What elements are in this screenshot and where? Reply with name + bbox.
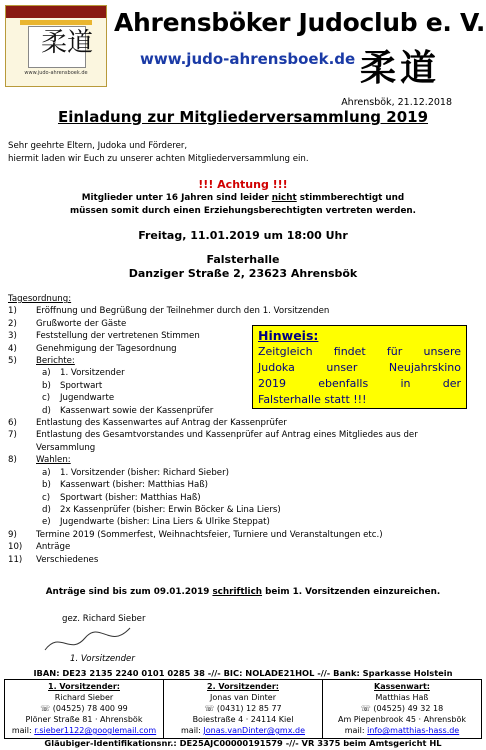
agenda-item bbox=[8, 442, 418, 454]
agenda-number: 1) bbox=[8, 306, 17, 317]
phone-number: (04525) 49 32 18 bbox=[373, 704, 444, 713]
notice-text-c: stimmberechtigt und bbox=[296, 193, 405, 203]
agenda-text: Jugendwarte (bisher: Lina Liers & Ulrike Steppat) bbox=[60, 517, 270, 528]
agenda-text: Anträge bbox=[36, 542, 71, 553]
agenda-text: 1. Vorsitzender bbox=[60, 368, 125, 379]
agenda-text: 1. Vorsitzender (bisher: Richard Sieber) bbox=[60, 467, 229, 478]
agenda-text: Jugendwarte bbox=[60, 393, 115, 404]
judo-kanji: 柔道 bbox=[360, 47, 441, 89]
contact-treasurer bbox=[323, 680, 481, 738]
club-logo bbox=[5, 5, 107, 87]
logo-banner bbox=[20, 20, 92, 25]
agenda-text: Eröffnung und Begrüßung der Teilnehmer durch den 1. Vorsitzenden bbox=[36, 306, 330, 317]
contact-address: Am Piepenbrook 45 · Ahrensbök bbox=[337, 715, 467, 724]
mail-link[interactable]: r.sieber1122@googlemail.com bbox=[34, 726, 157, 735]
hinweis-line: Zeitgleich findet für unsere bbox=[258, 345, 461, 358]
meeting-address: Danziger Straße 2, 23623 Ahrensbök bbox=[128, 267, 358, 280]
agenda-number: 9) bbox=[8, 529, 17, 540]
contact-name: Matthias Haß bbox=[375, 693, 429, 702]
agenda-item bbox=[8, 417, 418, 429]
agenda-text: Sportwart (bisher: Matthias Haß) bbox=[60, 492, 201, 503]
agenda-text: Verschiedenes bbox=[36, 554, 99, 565]
agenda-text: Kassenwart (bisher: Matthias Haß) bbox=[60, 480, 209, 491]
agenda-item bbox=[8, 429, 418, 441]
contact-mail bbox=[5, 725, 163, 736]
agenda-text: Grußworte der Gäste bbox=[36, 318, 127, 329]
club-name: Ahrensböker Judoclub e. V. bbox=[114, 8, 486, 37]
agenda-subnumber: b) bbox=[42, 380, 51, 391]
hinweis-line: Judoka unser Neujahrskino bbox=[258, 361, 461, 374]
meeting-datetime: Freitag, 11.01.2019 um 18:00 Uhr bbox=[138, 229, 348, 242]
contact-mail bbox=[164, 725, 322, 736]
agenda-subnumber: e) bbox=[42, 517, 51, 528]
agenda-subnumber: a) bbox=[42, 467, 51, 478]
creditor-id: Gläubiger-Identifikationsnr.: DE25AJC00000191579 -//- VR 3375 beim Amtsgericht HL bbox=[44, 738, 442, 748]
contact-name: Richard Sieber bbox=[54, 693, 114, 702]
agenda-subnumber: a) bbox=[42, 368, 51, 379]
mail-link[interactable]: info@matthias-hass.de bbox=[367, 726, 460, 735]
contact-vice-chairman bbox=[164, 680, 323, 738]
agenda-text: Kassenwart sowie der Kassenprüfer bbox=[60, 405, 214, 416]
meeting-venue: Falsterhalle bbox=[206, 253, 280, 266]
contact-role: 1. Vorsitzender: bbox=[48, 682, 120, 691]
agenda-heading: Tagesordnung: bbox=[8, 294, 72, 304]
agenda-item bbox=[8, 541, 418, 553]
contact-address: Plöner Straße 81 · Ahrensbök bbox=[25, 715, 143, 724]
club-website: www.judo-ahrensboek.de bbox=[140, 50, 356, 68]
mail-label: mail: bbox=[181, 726, 204, 735]
contact-role: Kassenwart: bbox=[374, 682, 430, 691]
hinweis-title: Hinweis: bbox=[258, 328, 319, 343]
agenda-text: 2x Kassenprüfer (bisher: Erwin Böcker & Lina Liers) bbox=[60, 504, 281, 515]
attention-heading: !!! Achtung !!! bbox=[198, 178, 288, 191]
mail-link[interactable]: Jonas.vanDinter@gmx.de bbox=[203, 726, 305, 735]
deadline-text-a: Anträge sind bis zum 09.01.2019 bbox=[45, 587, 213, 597]
agenda-number: 7) bbox=[8, 430, 17, 441]
contact-mail bbox=[323, 725, 481, 736]
notice-line-2: müssen somit durch einen Erziehungsberechtigten vertreten werden. bbox=[69, 206, 417, 216]
agenda-number: 2) bbox=[8, 318, 17, 329]
agenda-subnumber: c) bbox=[42, 393, 51, 404]
agenda-text: Entlastung des Gesamtvorstandes und Kassenprüfer auf Antrag eines Mitgliedes aus der bbox=[36, 430, 418, 441]
contacts-table bbox=[4, 679, 482, 739]
agenda-text: Genehmigung der Tagesordnung bbox=[36, 343, 177, 354]
contact-phone bbox=[164, 703, 322, 714]
agenda-item bbox=[8, 554, 418, 566]
agenda-text: Entlastung des Kassenwartes auf Antrag der Kassenprüfer bbox=[36, 418, 287, 429]
agenda-text: Termine 2019 (Sommerfest, Weihnachtsfeier, Turniere und Veranstaltungen etc.) bbox=[36, 529, 383, 540]
phone-icon: ☏ bbox=[360, 704, 374, 713]
contact-address: Boiestraße 4 · 24114 Kiel bbox=[192, 715, 294, 724]
agenda-text: Berichte: bbox=[36, 356, 75, 367]
agenda-item bbox=[8, 529, 418, 541]
agenda-item bbox=[8, 516, 418, 528]
agenda-item bbox=[8, 504, 418, 516]
agenda-text: Versammlung bbox=[36, 442, 96, 453]
agenda-text: Sportwart bbox=[60, 380, 103, 391]
deadline-text-c: beim 1. Vorsitzenden einzureichen. bbox=[262, 587, 441, 597]
agenda-item bbox=[8, 479, 418, 491]
notice-line-1 bbox=[0, 193, 486, 203]
signer-role: 1. Vorsitzender bbox=[70, 654, 135, 664]
agenda-subnumber: b) bbox=[42, 480, 51, 491]
phone-number: (0431) 12 85 77 bbox=[216, 704, 282, 713]
signed-by: gez. Richard Sieber bbox=[62, 614, 146, 624]
letter-title: Einladung zur Mitgliederversammlung 2019 bbox=[57, 108, 429, 126]
agenda-subnumber: c) bbox=[42, 492, 51, 503]
hinweis-line: 2019 ebenfalls in der bbox=[258, 377, 461, 390]
contact-role: 2. Vorsitzender: bbox=[207, 682, 279, 691]
bank-details: IBAN: DE23 2135 2240 0101 0285 38 -//- BIC: NOLADE21HOL -//- Bank: Sparkasse Holstein bbox=[33, 668, 453, 678]
agenda-number: 3) bbox=[8, 331, 17, 342]
hinweis-box bbox=[252, 325, 467, 409]
agenda-text: Feststellung der vertretenen Stimmen bbox=[36, 331, 200, 342]
agenda-number: 11) bbox=[8, 554, 23, 565]
agenda-number: 6) bbox=[8, 418, 17, 429]
deadline-emphasis: schriftlich bbox=[212, 587, 263, 597]
agenda-number: 8) bbox=[8, 455, 17, 466]
phone-icon: ☏ bbox=[40, 704, 53, 713]
contact-phone bbox=[5, 703, 163, 714]
logo-roof bbox=[6, 6, 106, 18]
logo-kanji: 柔道 bbox=[41, 28, 94, 58]
logo-url: www.judo-ahrensboek.de bbox=[24, 70, 88, 76]
contact-chairman bbox=[5, 680, 164, 738]
place-date: Ahrensbök, 21.12.2018 bbox=[341, 97, 452, 108]
agenda-item bbox=[8, 492, 418, 504]
hinweis-last-line: Falsterhalle statt !!! bbox=[258, 393, 367, 406]
agenda-number: 10) bbox=[8, 542, 23, 553]
mail-label: mail: bbox=[11, 726, 35, 735]
notice-text-a: Mitglieder unter 16 Jahren sind leider bbox=[81, 193, 272, 203]
notice-emphasis: nicht bbox=[271, 193, 297, 203]
agenda-text: Wahlen: bbox=[36, 455, 71, 466]
agenda-number: 4) bbox=[8, 343, 17, 354]
intro-text: hiermit laden wir Euch zu unserer achten Mitgliederversammlung ein. bbox=[8, 154, 309, 164]
deadline-note bbox=[0, 587, 486, 597]
agenda-subnumber: d) bbox=[42, 504, 51, 515]
agenda-item bbox=[8, 454, 418, 466]
phone-number: (04525) 78 400 99 bbox=[52, 704, 128, 713]
contact-phone bbox=[323, 703, 481, 714]
agenda-number: 5) bbox=[8, 356, 17, 367]
agenda-item bbox=[8, 467, 418, 479]
phone-icon: ☏ bbox=[204, 704, 217, 713]
agenda-subnumber: d) bbox=[42, 405, 51, 416]
agenda-item bbox=[8, 305, 418, 317]
contact-name: Jonas van Dinter bbox=[210, 693, 276, 702]
mail-label: mail: bbox=[344, 726, 368, 735]
salutation: Sehr geehrte Eltern, Judoka und Förderer, bbox=[8, 141, 188, 151]
